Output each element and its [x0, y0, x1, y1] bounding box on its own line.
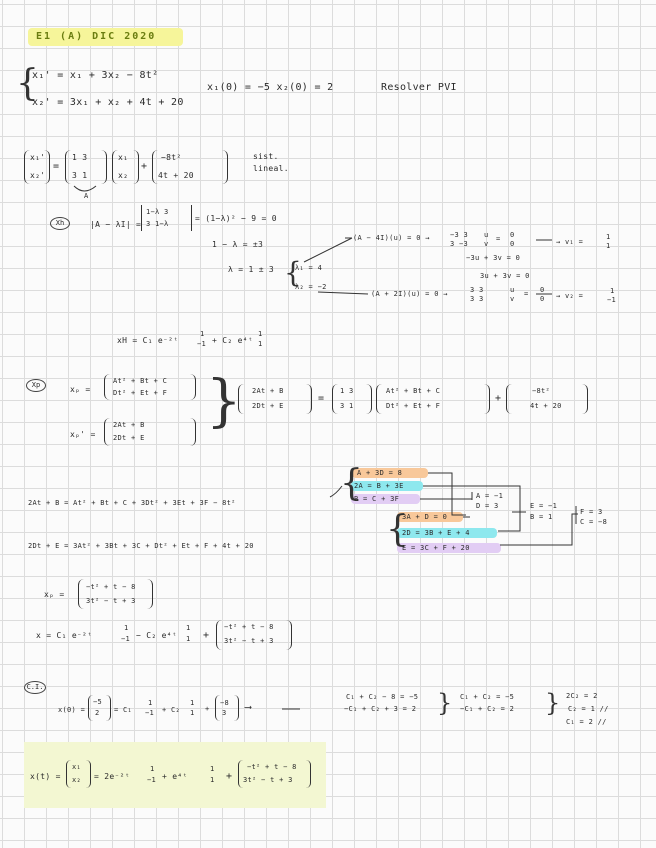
eig1-eq: (A − 4I)(u) = 0 → — [353, 234, 430, 242]
xp-top: At² + Bt + C — [113, 377, 168, 385]
paren — [238, 384, 244, 414]
rows-brace-2: { — [386, 509, 409, 550]
final-p-bot: 3t² − t + 3 — [243, 776, 293, 784]
xpd-top: 2At + B — [113, 421, 145, 429]
res-eb-bot: B = 1 — [530, 513, 553, 521]
paren — [332, 384, 338, 414]
ci-v2-top: 1 — [190, 699, 195, 707]
eig1-mat-bot: 3 −3 — [450, 240, 469, 248]
matrix-a-label: A — [84, 192, 89, 200]
eig1-v-bot: 1 — [606, 242, 611, 250]
ci-v1-top: 1 — [148, 699, 153, 707]
ci-v1-bot: −1 — [145, 709, 155, 717]
ci-s2-bot: −C₁ + C₂ = 2 — [460, 705, 515, 713]
eig1-mat-top: −3 3 — [450, 231, 469, 239]
xp-final-top: −t² + t − 8 — [86, 583, 136, 591]
paren — [306, 384, 312, 414]
paren — [66, 760, 71, 788]
eig1-rhs-top: 0 — [510, 231, 515, 239]
xp-bot: Dt² + Et + F — [113, 389, 168, 397]
step-1: 1 − λ = ±3 — [212, 240, 264, 249]
eig2-eq: (A + 2I)(u) = 0 → — [371, 290, 448, 298]
sub-a-top: 1 3 — [340, 387, 354, 395]
sub-x-top: At² + Bt + C — [386, 387, 441, 395]
gen-mid: − C₂ e⁴ᵗ — [136, 631, 177, 640]
cond-4: 3A + D = 0 — [402, 513, 448, 521]
final-v2-bot: 1 — [210, 776, 215, 784]
ci-plus: + — [205, 705, 210, 713]
paren — [141, 205, 145, 231]
paren — [484, 384, 490, 414]
page-title: E1 (A) DIC 2020 — [36, 31, 157, 42]
final-eq: = 2e⁻²ᵗ — [94, 772, 130, 781]
gen-v2-top: 1 — [186, 624, 191, 632]
matrix-lhs-top: x₁' — [30, 153, 46, 162]
res-eb-top: E = −1 — [530, 502, 558, 510]
lambda-brace: { — [284, 256, 302, 289]
paren — [216, 620, 222, 650]
sub-x-bot: Dt² + Et + F — [386, 402, 441, 410]
res-ad-bot: D = 3 — [476, 502, 499, 510]
lambda-1: λ₁ = 4 — [295, 264, 323, 272]
xh-v2-bot: 1 — [258, 340, 263, 348]
eig2-v: → v₂ = — [556, 292, 584, 300]
note-top: sist. — [253, 152, 279, 161]
eig2-vec-bot: v — [510, 295, 515, 303]
eig1-rhs-eq: = — [496, 235, 501, 243]
matrix-plus: + — [141, 161, 148, 172]
xp-final-bot: 3t² − t + 3 — [86, 597, 136, 605]
eig2-rhs-eq: = — [524, 290, 529, 298]
final-label: x(t) = — [30, 772, 61, 781]
cond-1: A + 3D = 8 — [357, 469, 403, 477]
eig1-v-top: 1 — [606, 233, 611, 241]
xh-v1-bot: −1 — [197, 340, 207, 348]
matrix-f-bot: 4t + 20 — [158, 171, 194, 180]
equation-2: x₂' = 3x₁ + x₂ + 4t + 20 — [32, 97, 184, 108]
eig1-vec-bot: v — [484, 240, 489, 248]
eig2-mat-top: 3 3 — [470, 286, 484, 294]
paren — [222, 150, 228, 184]
ci-arrow: ⟶ — [245, 702, 252, 713]
eig2-rhs-bot: 0 — [540, 295, 545, 303]
final-v1-bot: −1 — [147, 776, 157, 784]
eig1-note: −3u + 3v = 0 — [466, 254, 521, 262]
ci-s1-top: C₁ + C₂ − 8 = −5 — [346, 693, 419, 701]
xh-v1-top: 1 — [200, 330, 205, 338]
ci-brace-1: { — [437, 689, 453, 717]
final-mid: + e⁴ᵗ — [162, 772, 188, 781]
ci-s1-bot: −C₁ + C₂ + 3 = 2 — [344, 705, 417, 713]
ci-mid: + C₂ — [162, 706, 181, 714]
xh-v2-top: 1 — [258, 330, 263, 338]
gen-plus: + — [203, 630, 210, 641]
sub-eq: = — [318, 393, 325, 404]
note-bot: lineal. — [253, 164, 289, 173]
xh-tag: Xh — [50, 217, 70, 230]
final-p-top: −t² + t − 8 — [247, 763, 297, 771]
ci-s2-top: C₁ + C₂ = −5 — [460, 693, 515, 701]
ci-v2-bot: 1 — [190, 709, 195, 717]
char-det-bot: 3 1−λ — [146, 220, 169, 228]
row-1: 2At + B = At² + Bt + C + 3Dt² + 3Et + 3F − 8t² — [28, 499, 236, 507]
paren — [506, 384, 512, 414]
paren — [188, 205, 192, 231]
sub-lhs-bot: 2Dt + E — [252, 402, 284, 410]
ci-x0-bot: 2 — [95, 709, 100, 717]
eig2-v-bot: −1 — [607, 296, 617, 304]
sub-lhs-top: 2At + B — [252, 387, 284, 395]
matrix-x-top: x₁ — [118, 153, 129, 162]
matrix-lhs-bot: x₂' — [30, 171, 46, 180]
matrix-x-bot: x₂ — [118, 171, 129, 180]
cond-2: 2A = B + 3E — [354, 482, 404, 490]
paren — [86, 760, 91, 788]
sub-f-bot: 4t + 20 — [530, 402, 562, 410]
ci-p-top: −8 — [220, 699, 230, 707]
ci-r1: 2C₂ = 2 — [566, 692, 598, 700]
sub-a-bot: 3 1 — [340, 402, 354, 410]
char-det-top: 1−λ 3 — [146, 208, 169, 216]
xp-brace: { — [206, 369, 242, 434]
gen-v1-top: 1 — [124, 624, 129, 632]
eig2-mat-bot: 3 3 — [470, 295, 484, 303]
initial-values: x₁(0) = −5 x₂(0) = 2 — [207, 82, 334, 93]
gen-label: x = C₁ e⁻²ᵗ — [36, 631, 93, 640]
paren — [106, 695, 111, 721]
paren — [65, 150, 71, 184]
paren — [376, 384, 382, 414]
matrix-eq: = — [53, 161, 60, 172]
eig1-rhs-bot: 0 — [510, 240, 515, 248]
cond-6: E = 3C + F + 20 — [402, 544, 470, 552]
matrix-a-bot: 3 1 — [72, 171, 88, 180]
ci-p-bot: 3 — [222, 709, 227, 717]
paren — [286, 620, 292, 650]
paren — [44, 150, 50, 184]
row-2: 2Dt + E = 3At² + 3Bt + 3C + Dt² + Et + F + 4t + 20 — [28, 542, 254, 550]
ci-lhs: x(0) = — [58, 706, 86, 714]
xh-mid: + C₂ e⁴ᵗ — [212, 336, 253, 345]
paren — [582, 384, 588, 414]
equation-1: x₁' = x₁ + 3x₂ − 8t² — [32, 70, 159, 81]
final-plus: + — [226, 771, 233, 782]
paren — [306, 760, 311, 788]
ci-brace-2: { — [545, 689, 561, 717]
paren — [101, 150, 107, 184]
final-x-top: x₁ — [72, 763, 82, 771]
ci-r2: C₂ = 1 // — [568, 705, 609, 713]
cond-5: 2D = 3B + E + 4 — [402, 529, 470, 537]
final-v1-top: 1 — [150, 765, 155, 773]
xp-final-label: xₚ = — [44, 590, 65, 599]
eig1-vec-top: u — [484, 231, 489, 239]
ci-eq: = C₁ — [114, 706, 133, 714]
step-2: λ = 1 ± 3 — [228, 265, 275, 274]
xp-tag: Xp — [26, 379, 46, 392]
char-result: = (1−λ)² − 9 = 0 — [195, 214, 277, 223]
paren — [190, 418, 196, 446]
cond-3: B = C + 3F — [354, 495, 400, 503]
char-eq: |A − λI| = — [90, 220, 142, 229]
lambda-2: λ₂ = −2 — [295, 283, 327, 291]
rows-brace-1: { — [340, 463, 363, 504]
gen-p-bot: 3t² − t + 3 — [224, 637, 274, 645]
matrix-f-top: −8t² — [161, 153, 182, 162]
sub-f-top: −8t² — [532, 387, 551, 395]
eig1-v: → v₁ = — [556, 238, 584, 246]
paren — [234, 695, 239, 721]
task-label: Resolver PVI — [381, 82, 457, 93]
paren — [190, 374, 196, 400]
xpd-bot: 2Dt + E — [113, 434, 145, 442]
ci-r3: C₁ = 2 // — [566, 718, 607, 726]
res-fc-top: F = 3 — [580, 508, 603, 516]
paren — [104, 418, 110, 446]
res-ad-top: A = −1 — [476, 492, 504, 500]
gen-v2-bot: 1 — [186, 635, 191, 643]
paren — [133, 150, 139, 184]
ci-x0-top: −5 — [93, 698, 103, 706]
sub-plus: + — [495, 393, 502, 404]
paren — [78, 579, 84, 609]
matrix-a-top: 1 3 — [72, 153, 88, 162]
eig2-rhs-top: 0 — [540, 286, 545, 294]
eig2-vec-top: u — [510, 286, 515, 294]
gen-v1-bot: −1 — [121, 635, 131, 643]
system-brace: { — [16, 63, 39, 104]
paren — [366, 384, 372, 414]
xpd-label: xₚ' = — [70, 430, 96, 439]
xp-label: xₚ = — [70, 385, 91, 394]
res-fc-bot: C = −8 — [580, 518, 608, 526]
xh-solution: xH = C₁ e⁻²ᵗ — [117, 336, 179, 345]
gen-p-top: −t² + t − 8 — [224, 623, 274, 631]
final-x-bot: x₂ — [72, 776, 82, 784]
eig2-note: 3u + 3v = 0 — [480, 272, 530, 280]
ci-tag: C.I. — [24, 681, 46, 694]
eig2-v-top: 1 — [610, 287, 615, 295]
paren — [147, 579, 153, 609]
final-v2-top: 1 — [210, 765, 215, 773]
paren — [104, 374, 110, 400]
